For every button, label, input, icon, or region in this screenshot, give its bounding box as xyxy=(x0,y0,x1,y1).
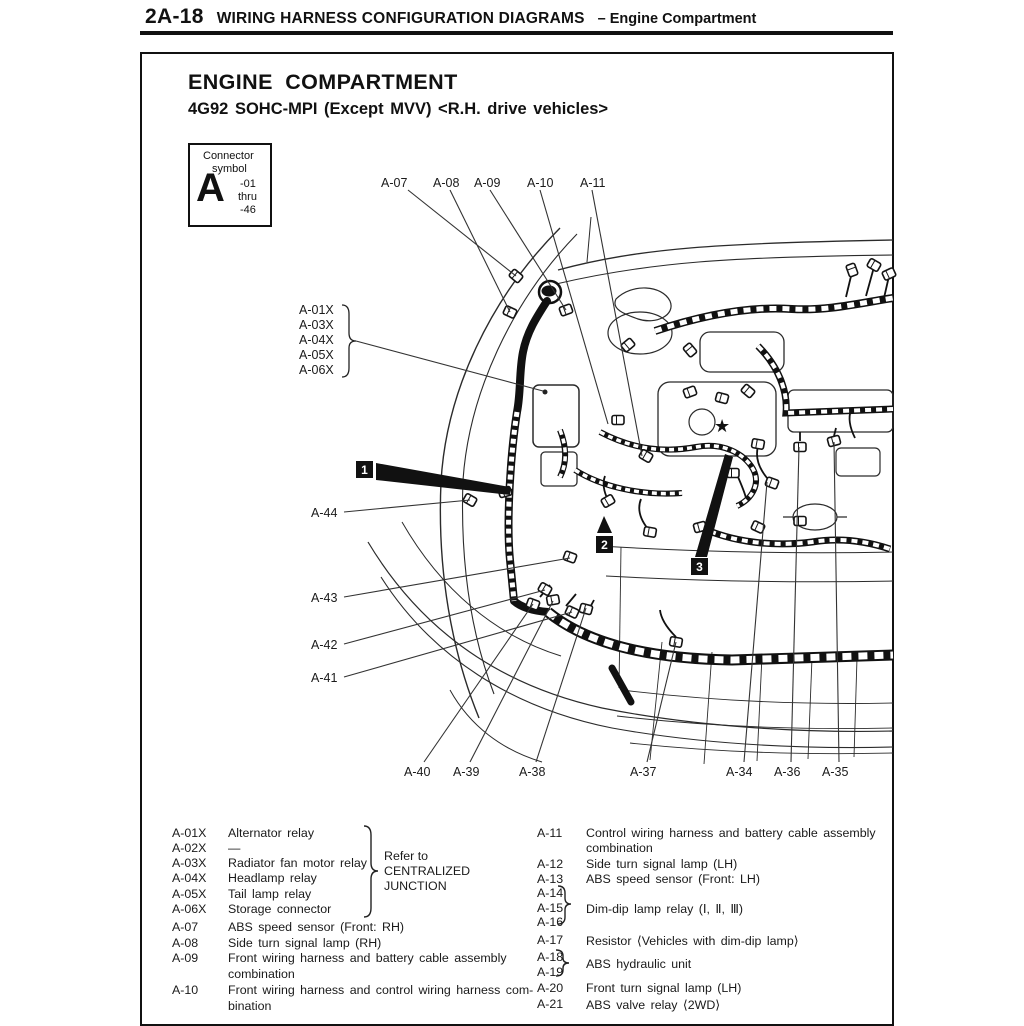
legend-code: A-10 xyxy=(172,983,199,997)
legend-code: A-16 xyxy=(537,915,564,929)
marker-3-label: 3 xyxy=(696,560,703,574)
legend-desc: Side turn signal lamp (LH) xyxy=(586,857,738,871)
marker-3 xyxy=(691,454,733,575)
callout-a11: A-11 xyxy=(580,176,606,190)
header-subtitle: – Engine Compartment xyxy=(597,11,757,27)
legend-desc: ABS hydraulic unit xyxy=(586,957,692,971)
connector-range-mid: thru xyxy=(238,191,257,203)
marker-1-label: 1 xyxy=(361,463,368,477)
callout-a44: A-44 xyxy=(311,506,338,520)
callout-a37: A-37 xyxy=(630,765,657,779)
section-title: ENGINE COMPARTMENT xyxy=(188,70,458,94)
star-symbol: ★ xyxy=(714,416,731,436)
connector-symbol-line1: Connector xyxy=(203,150,254,162)
callout-a03x: A-03X xyxy=(299,318,334,332)
legend-desc-cont: combination xyxy=(228,967,295,981)
legend-desc: Dim-dip lamp relay (Ⅰ, Ⅱ, Ⅲ) xyxy=(586,902,744,916)
legend-code: A-03X xyxy=(172,856,207,870)
callout-a01x: A-01X xyxy=(299,303,334,317)
legend-code: A-19 xyxy=(537,965,564,979)
connector-symbols xyxy=(463,258,897,647)
legend-left-brace xyxy=(364,826,378,917)
legend-desc: ABS speed sensor (Front: LH) xyxy=(586,872,760,886)
legend-desc: Control wiring harness and battery cable assembly xyxy=(586,826,876,840)
legend-desc: Front wiring harness and control wiring harness com- xyxy=(228,983,534,997)
legend-desc-cont: combination xyxy=(586,841,653,855)
legend-desc: Storage connector xyxy=(228,902,332,916)
callout-a38: A-38 xyxy=(519,765,546,779)
callout-a05x: A-05X xyxy=(299,348,334,362)
page-number: 2A-18 xyxy=(145,5,204,28)
callout-a34: A-34 xyxy=(726,765,753,779)
callout-a08: A-08 xyxy=(433,176,460,190)
marker-1 xyxy=(356,461,510,495)
callout-a36: A-36 xyxy=(774,765,801,779)
legend-code: A-07 xyxy=(172,920,199,934)
marker-2-label: 2 xyxy=(601,538,608,552)
callout-a07: A-07 xyxy=(381,176,408,190)
callout-a43: A-43 xyxy=(311,591,338,605)
legend-code: A-14 xyxy=(537,886,564,900)
connector-symbol-letter: A xyxy=(196,166,225,210)
connector-range-start: -01 xyxy=(240,178,256,190)
legend-code: A-05X xyxy=(172,887,207,901)
legend-note-line2: CENTRALIZED xyxy=(384,864,471,878)
legend-desc: Front turn signal lamp (LH) xyxy=(586,981,742,995)
callout-a42: A-42 xyxy=(311,638,338,652)
callout-a41: A-41 xyxy=(311,671,338,685)
legend-code: A-13 xyxy=(537,872,564,886)
legend-code: A-12 xyxy=(537,857,564,871)
legend-code: A-20 xyxy=(537,981,564,995)
legend-desc: Front wiring harness and battery cable assembly xyxy=(228,951,507,965)
legend-desc: Resistor ⟨Vehicles with dim-dip lamp⟩ xyxy=(586,934,799,948)
legend-code: A-01X xyxy=(172,826,207,840)
legend-note-line3: JUNCTION xyxy=(384,879,447,893)
callout-a40: A-40 xyxy=(404,765,431,779)
legend-code: A-18 xyxy=(537,950,564,964)
legend-code: A-15 xyxy=(537,901,564,915)
legend-code: A-11 xyxy=(537,826,563,840)
legend-desc: — xyxy=(228,841,241,855)
legend-code: A-09 xyxy=(172,951,199,965)
legend-desc: Side turn signal lamp (RH) xyxy=(228,936,382,950)
callout-a09: A-09 xyxy=(474,176,501,190)
legend-desc: ABS valve relay ⟨2WD⟩ xyxy=(586,998,721,1012)
callout-a39: A-39 xyxy=(453,765,480,779)
legend-code: A-17 xyxy=(537,933,564,947)
callout-a35: A-35 xyxy=(822,765,849,779)
marker-2 xyxy=(596,516,613,553)
legend-desc-cont: bination xyxy=(228,999,272,1013)
callout-a06x: A-06X xyxy=(299,363,334,377)
legend-note-line1: Refer to xyxy=(384,849,429,863)
connector-symbol-line2: symbol xyxy=(212,163,247,175)
header-title: WIRING HARNESS CONFIGURATION DIAGRAMS xyxy=(216,10,585,27)
legend-code: A-21 xyxy=(537,997,564,1011)
legend-code: A-04X xyxy=(172,871,207,885)
legend-desc: Radiator fan motor relay xyxy=(228,856,367,870)
legend-code: A-08 xyxy=(172,936,199,950)
legend-desc: Alternator relay xyxy=(228,826,315,840)
legend-desc: Tail lamp relay xyxy=(228,887,312,901)
callout-a04x: A-04X xyxy=(299,333,334,347)
legend-code: A-02X xyxy=(172,841,207,855)
callout-a10: A-10 xyxy=(527,176,554,190)
legend-desc: Headlamp relay xyxy=(228,871,317,885)
relay-box xyxy=(533,385,579,447)
connector-range-end: -46 xyxy=(240,204,256,216)
section-subtitle: 4G92 SOHC-MPI (Except MVV) <R.H. drive vehicles> xyxy=(188,100,609,118)
legend-desc: ABS speed sensor (Front: RH) xyxy=(228,920,405,934)
legend-code: A-06X xyxy=(172,902,207,916)
